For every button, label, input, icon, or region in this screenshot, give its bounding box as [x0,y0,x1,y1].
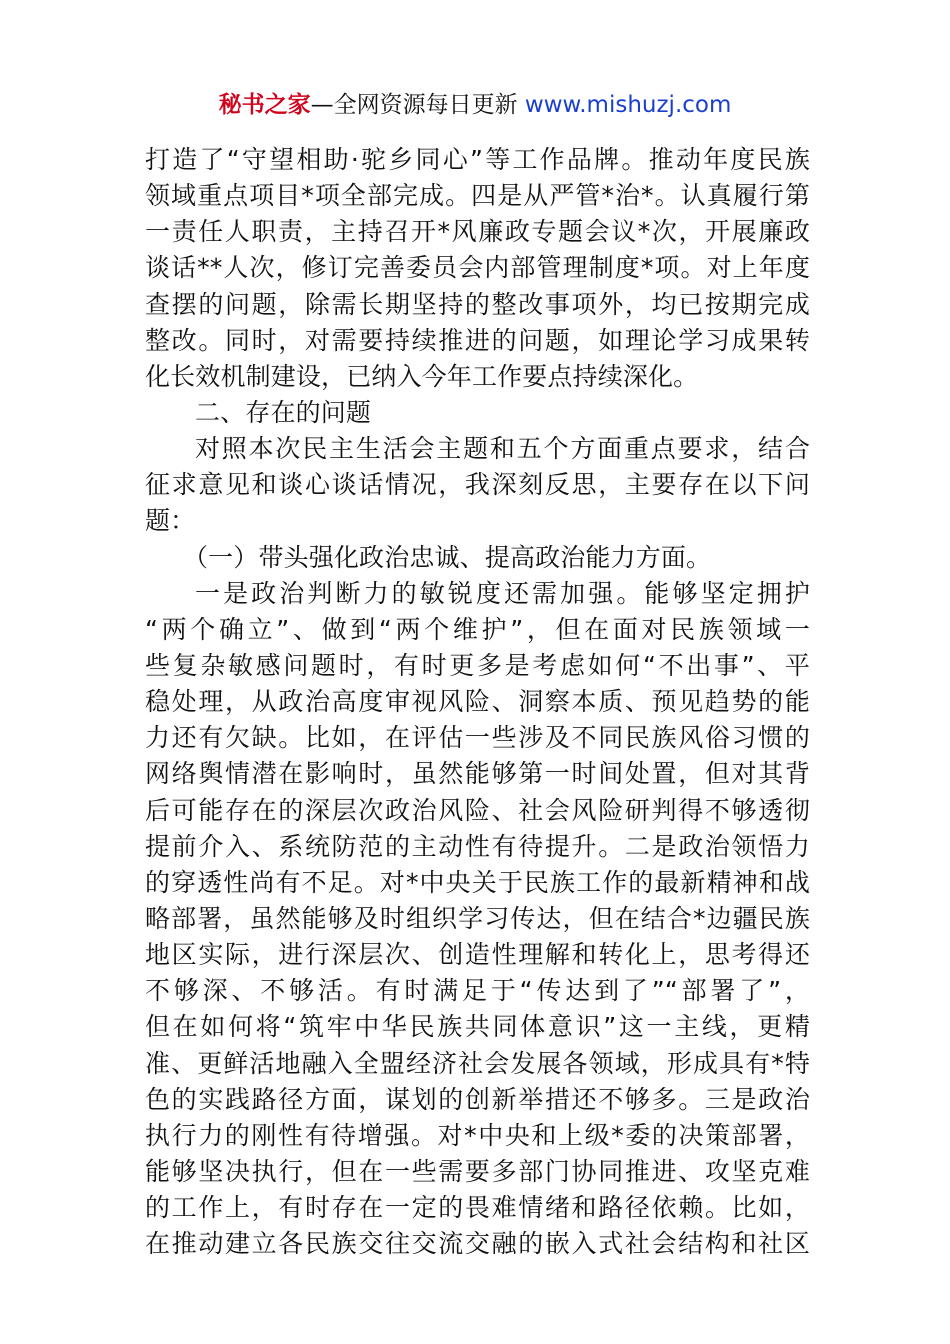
text-line: “两个确立”、做到“两个维护”，但在面对民族领域一 [145,614,810,644]
text-line: 的穿透性尚有不足。对*中央关于民族工作的最新精神和战 [145,867,810,897]
text-line: 打造了“守望相助·驼乡同心”等工作品牌。推动年度民族 [145,145,810,174]
text-line: 题： [145,506,196,536]
text-line: 些复杂敏感问题时，有时更多是考虑如何“不出事”、平 [145,650,810,680]
text-line: 提前介入、系统防范的主动性有待提升。二是政治领悟力 [145,831,810,861]
site-tagline: —全网资源每日更新 [310,92,525,118]
subsection-heading: （一）带头强化政治忠诚、提高政治能力方面。 [183,542,712,572]
text-line: 地区实际，进行深层次、创造性理解和转化上，思考得还 [145,940,810,970]
site-url-link[interactable]: www.mishuzj.com [524,92,732,118]
document-body [145,142,810,1262]
text-line: 略部署，虽然能够及时组织学习传达，但在结合*边疆民族 [145,903,810,933]
text-line: 的工作上，有时存在一定的畏难情绪和路径依赖。比如， [145,1193,810,1223]
text-line: 准、更鲜活地融入全盟经济社会发展各领域，形成具有*特 [145,1048,810,1078]
text-line: 在推动建立各民族交往交流交融的嵌入式社会结构和社区 [145,1229,810,1259]
site-header [0,88,950,122]
text-line: 一是政治判断力的敏锐度还需加强。能够坚定拥护 [195,578,810,608]
text-line: 后可能存在的深层次政治风险、社会风险研判得不够透彻 [145,795,810,825]
text-line: 查摆的问题，除需长期坚持的整改事项外，均已按期完成 [145,289,810,319]
text-line: 能够坚决执行，但在一些需要多部门协同推进、攻坚克难 [145,1156,810,1186]
text-line: 化长效机制建设，已纳入今年工作要点持续深化。 [145,361,699,391]
text-line: 不够深、不够活。有时满足于“传达到了”“部署了”， [145,976,810,1006]
text-line: 色的实践路径方面，谋划的创新举措还不够多。三是政治 [145,1084,810,1114]
text-line: 稳处理，从政治高度审视风险、洞察本质、预见趋势的能 [145,687,810,717]
text-line: 力还有欠缺。比如，在评估一些涉及不同民族风俗习惯的 [145,723,810,753]
site-brand: 秘书之家 [218,92,311,118]
text-line: 征求意见和谈心谈话情况，我深刻反思，主要存在以下问 [145,470,810,500]
text-line: 谈话**人次，修订完善委员会内部管理制度*项。对上年度 [145,253,810,283]
section-heading: 二、存在的问题 [195,397,372,427]
text-line: 对照本次民主生活会主题和五个方面重点要求，结合 [195,434,810,464]
text-line: 整改。同时，对需要持续推进的问题，如理论学习成果转 [145,325,810,355]
text-line: 但在如何将“筑牢中华民族共同体意识”这一主线，更精 [145,1012,810,1042]
text-line: 一责任人职责，主持召开*风廉政专题会议*次，开展廉政 [145,217,810,247]
text-line: 领域重点项目*项全部完成。四是从严管*治*。认真履行第 [145,181,810,211]
text-line: 执行力的刚性有待增强。对*中央和上级*委的决策部署， [145,1120,810,1150]
text-line: 网络舆情潜在影响时，虽然能够第一时间处置，但对其背 [145,759,810,789]
